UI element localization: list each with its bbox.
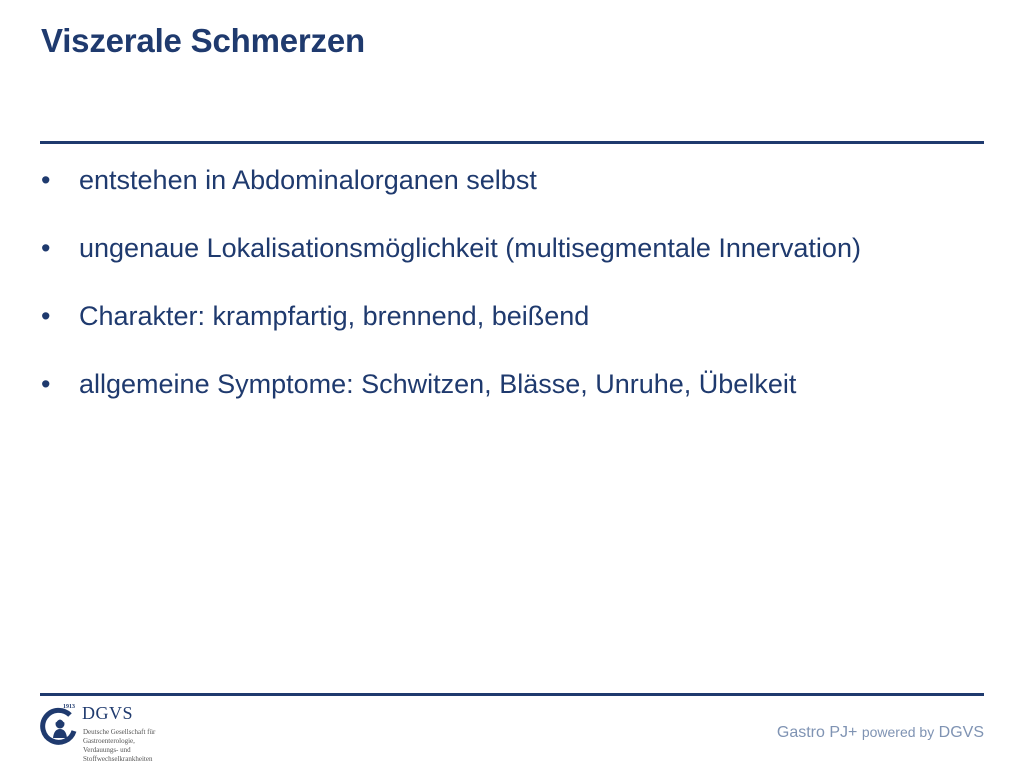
logo-year: 1913 <box>63 704 75 710</box>
bullet-text: allgemeine Symptome: Schwitzen, Blässe, Unruhe, Übelkeit <box>79 369 797 399</box>
dgvs-logo <box>40 703 180 765</box>
title-divider <box>40 141 984 144</box>
bullet-marker: • <box>41 369 51 399</box>
bullet-item <box>41 298 971 335</box>
footer-brand <box>777 724 984 742</box>
footer-brand-org: DGVS <box>938 724 984 741</box>
footer-brand-powered: powered by <box>861 724 935 740</box>
bullet-text: entstehen in Abdominalorganen selbst <box>79 165 537 195</box>
slide-title: Viszerale Schmerzen <box>41 22 365 59</box>
bullet-marker: • <box>41 233 51 263</box>
logo-subtitle: Deutsche Gesellschaft für Gastroenterologie, Verdauungs- und Stoffwechselkrankheiten <box>83 728 156 763</box>
bullet-item <box>41 162 971 199</box>
dgvs-emblem-icon <box>40 707 78 745</box>
bullet-list <box>41 162 971 434</box>
bullet-text: ungenaue Lokalisationsmöglichkeit (multisegmentale Innervation) <box>79 233 861 263</box>
logo-name: DGVS <box>82 703 134 723</box>
bullet-marker: • <box>41 301 51 331</box>
footer-brand-main: Gastro PJ+ <box>776 724 858 741</box>
bullet-item <box>41 230 971 267</box>
footer-divider <box>40 693 984 696</box>
bullet-text: Charakter: krampfartig, brennend, beißend <box>79 301 590 331</box>
bullet-item <box>41 366 971 403</box>
bullet-marker: • <box>41 165 51 195</box>
